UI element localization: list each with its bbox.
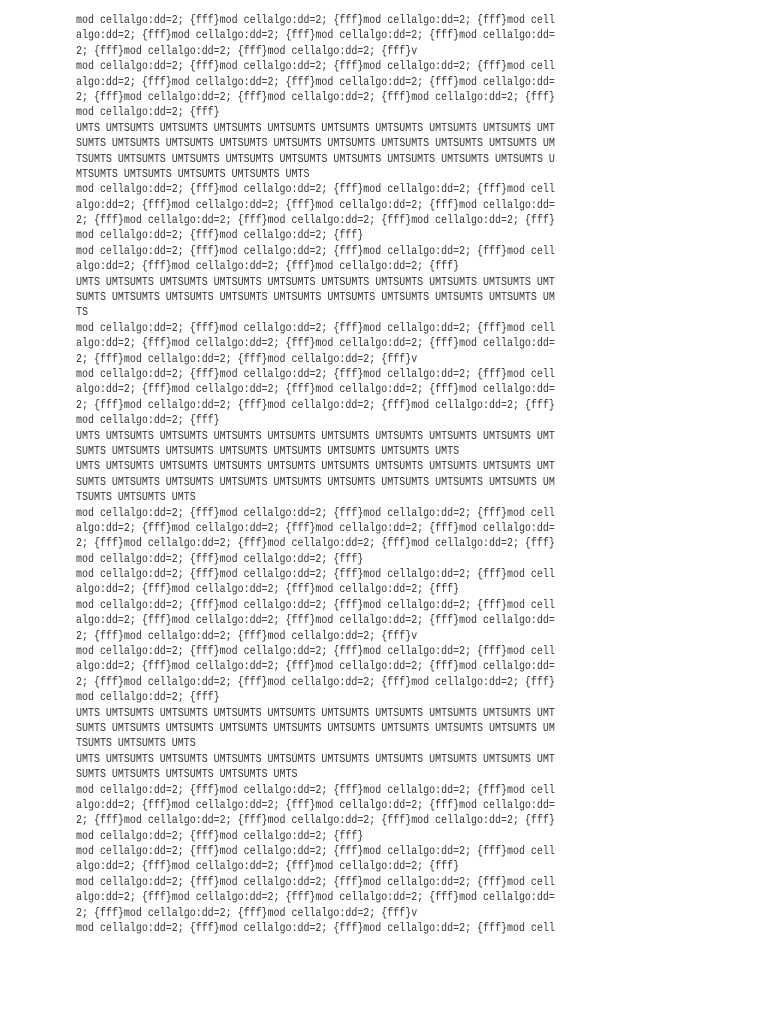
text-line: algo:dd=2; {fff}mod cellalgo:dd=2; {fff}mod cellalgo:dd=2; {fff}mod cellalgo:dd= bbox=[76, 520, 555, 535]
text-line: mod cellalgo:dd=2; {fff}mod cellalgo:dd=2; {fff}mod cellalgo:dd=2; {fff}mod cell bbox=[76, 13, 555, 27]
text-line: mod cellalgo:dd=2; {fff}mod cellalgo:dd=2; {fff}mod cellalgo:dd=2; {fff}mod cell bbox=[76, 59, 555, 74]
text-line: algo:dd=2; {fff}mod cellalgo:dd=2; {fff}mod cellalgo:dd=2; {fff}mod cellalgo:dd= bbox=[76, 197, 555, 212]
text-line: mod cellalgo:dd=2; {fff}mod cellalgo:dd=2; {fff} bbox=[76, 228, 364, 243]
text-line: algo:dd=2; {fff}mod cellalgo:dd=2; {fff}mod cellalgo:dd=2; {fff}mod cellalgo:dd= bbox=[76, 28, 555, 43]
text-line: 2; {fff}mod cellalgo:dd=2; {fff}mod cellalgo:dd=2; {fff}v bbox=[76, 43, 418, 58]
text-line: 2; {fff}mod cellalgo:dd=2; {fff}mod cellalgo:dd=2; {fff}mod cellalgo:dd=2; {fff} bbox=[76, 813, 555, 828]
text-line: algo:dd=2; {fff}mod cellalgo:dd=2; {fff}mod cellalgo:dd=2; {fff}mod cellalgo:dd= bbox=[76, 613, 555, 628]
text-line: SUMTS UMTSUMTS UMTSUMTS UMTSUMTS UMTSUMTS UMTSUMTS UMTSUMTS UMTSUMTS UMTSUMTS UM bbox=[76, 474, 555, 489]
text-line: SUMTS UMTSUMTS UMTSUMTS UMTSUMTS UMTSUMTS UMTSUMTS UMTSUMTS UMTS bbox=[76, 443, 460, 458]
text-line: algo:dd=2; {fff}mod cellalgo:dd=2; {fff}mod cellalgo:dd=2; {fff}mod cellalgo:dd= bbox=[76, 659, 555, 674]
text-line: UMTS UMTSUMTS UMTSUMTS UMTSUMTS UMTSUMTS UMTSUMTS UMTSUMTS UMTSUMTS UMTSUMTS UMT bbox=[76, 428, 555, 443]
text-line: SUMTS UMTSUMTS UMTSUMTS UMTSUMTS UMTSUMTS UMTSUMTS UMTSUMTS UMTSUMTS UMTSUMTS UM bbox=[76, 720, 555, 735]
text-line: mod cellalgo:dd=2; {fff}mod cellalgo:dd=2; {fff} bbox=[76, 551, 364, 566]
text-line: SUMTS UMTSUMTS UMTSUMTS UMTSUMTS UMTS bbox=[76, 767, 298, 782]
text-line: mod cellalgo:dd=2; {fff}mod cellalgo:dd=2; {fff}mod cellalgo:dd=2; {fff}mod cell bbox=[76, 320, 555, 335]
text-line: TSUMTS UMTSUMTS UMTSUMTS UMTSUMTS UMTSUMTS UMTSUMTS UMTSUMTS UMTSUMTS UMTSUMTS U bbox=[76, 151, 555, 166]
text-line: 2; {fff}mod cellalgo:dd=2; {fff}mod cellalgo:dd=2; {fff}mod cellalgo:dd=2; {fff} bbox=[76, 536, 555, 551]
text-line: mod cellalgo:dd=2; {fff} bbox=[76, 690, 220, 705]
text-line: mod cellalgo:dd=2; {fff} bbox=[76, 105, 220, 120]
text-line: 2; {fff}mod cellalgo:dd=2; {fff}mod cellalgo:dd=2; {fff}mod cellalgo:dd=2; {fff} bbox=[76, 213, 555, 228]
text-line: SUMTS UMTSUMTS UMTSUMTS UMTSUMTS UMTSUMTS UMTSUMTS UMTSUMTS UMTSUMTS UMTSUMTS UM bbox=[76, 290, 555, 305]
text-line: algo:dd=2; {fff}mod cellalgo:dd=2; {fff}mod cellalgo:dd=2; {fff} bbox=[76, 582, 460, 597]
text-line: mod cellalgo:dd=2; {fff}mod cellalgo:dd=2; {fff}mod cellalgo:dd=2; {fff}mod cell bbox=[76, 921, 555, 936]
text-line: mod cellalgo:dd=2; {fff}mod cellalgo:dd=2; {fff} bbox=[76, 828, 364, 843]
text-line: mod cellalgo:dd=2; {fff}mod cellalgo:dd=2; {fff}mod cellalgo:dd=2; {fff}mod cell bbox=[76, 243, 555, 258]
text-line: mod cellalgo:dd=2; {fff}mod cellalgo:dd=2; {fff}mod cellalgo:dd=2; {fff}mod cell bbox=[76, 597, 555, 612]
text-line: TSUMTS UMTSUMTS UMTS bbox=[76, 736, 196, 751]
text-line: mod cellalgo:dd=2; {fff}mod cellalgo:dd=2; {fff}mod cellalgo:dd=2; {fff}mod cell bbox=[76, 366, 555, 381]
text-line: 2; {fff}mod cellalgo:dd=2; {fff}mod cellalgo:dd=2; {fff}v bbox=[76, 905, 418, 920]
text-line: mod cellalgo:dd=2; {fff}mod cellalgo:dd=2; {fff}mod cellalgo:dd=2; {fff}mod cell bbox=[76, 782, 555, 797]
text-line: algo:dd=2; {fff}mod cellalgo:dd=2; {fff}mod cellalgo:dd=2; {fff}mod cellalgo:dd= bbox=[76, 797, 555, 812]
text-line: 2; {fff}mod cellalgo:dd=2; {fff}mod cellalgo:dd=2; {fff}v bbox=[76, 351, 418, 366]
document-body bbox=[76, 13, 676, 936]
text-line: UMTS UMTSUMTS UMTSUMTS UMTSUMTS UMTSUMTS UMTSUMTS UMTSUMTS UMTSUMTS UMTSUMTS UMT bbox=[76, 120, 555, 135]
text-line: algo:dd=2; {fff}mod cellalgo:dd=2; {fff}mod cellalgo:dd=2; {fff}mod cellalgo:dd= bbox=[76, 382, 555, 397]
text-line: mod cellalgo:dd=2; {fff}mod cellalgo:dd=2; {fff}mod cellalgo:dd=2; {fff}mod cell bbox=[76, 874, 555, 889]
text-line: mod cellalgo:dd=2; {fff}mod cellalgo:dd=2; {fff}mod cellalgo:dd=2; {fff}mod cell bbox=[76, 844, 555, 859]
text-line: mod cellalgo:dd=2; {fff}mod cellalgo:dd=2; {fff}mod cellalgo:dd=2; {fff}mod cell bbox=[76, 567, 555, 582]
text-line: MTSUMTS UMTSUMTS UMTSUMTS UMTSUMTS UMTS bbox=[76, 166, 310, 181]
text-line: mod cellalgo:dd=2; {fff}mod cellalgo:dd=2; {fff}mod cellalgo:dd=2; {fff}mod cell bbox=[76, 505, 555, 520]
text-line: UMTS UMTSUMTS UMTSUMTS UMTSUMTS UMTSUMTS UMTSUMTS UMTSUMTS UMTSUMTS UMTSUMTS UMT bbox=[76, 459, 555, 474]
text-line: mod cellalgo:dd=2; {fff}mod cellalgo:dd=2; {fff}mod cellalgo:dd=2; {fff}mod cell bbox=[76, 644, 555, 659]
text-line: 2; {fff}mod cellalgo:dd=2; {fff}mod cellalgo:dd=2; {fff}mod cellalgo:dd=2; {fff} bbox=[76, 89, 555, 104]
text-line: SUMTS UMTSUMTS UMTSUMTS UMTSUMTS UMTSUMTS UMTSUMTS UMTSUMTS UMTSUMTS UMTSUMTS UM bbox=[76, 136, 555, 151]
text-line: UMTS UMTSUMTS UMTSUMTS UMTSUMTS UMTSUMTS UMTSUMTS UMTSUMTS UMTSUMTS UMTSUMTS UMT bbox=[76, 705, 555, 720]
text-line: algo:dd=2; {fff}mod cellalgo:dd=2; {fff}mod cellalgo:dd=2; {fff}mod cellalgo:dd= bbox=[76, 74, 555, 89]
text-line: TS bbox=[76, 305, 88, 320]
text-line: 2; {fff}mod cellalgo:dd=2; {fff}mod cellalgo:dd=2; {fff}mod cellalgo:dd=2; {fff} bbox=[76, 397, 555, 412]
text-line: algo:dd=2; {fff}mod cellalgo:dd=2; {fff}mod cellalgo:dd=2; {fff} bbox=[76, 259, 460, 274]
text-line: 2; {fff}mod cellalgo:dd=2; {fff}mod cellalgo:dd=2; {fff}mod cellalgo:dd=2; {fff} bbox=[76, 674, 555, 689]
text-line: mod cellalgo:dd=2; {fff} bbox=[76, 413, 220, 428]
text-line: UMTS UMTSUMTS UMTSUMTS UMTSUMTS UMTSUMTS UMTSUMTS UMTSUMTS UMTSUMTS UMTSUMTS UMT bbox=[76, 274, 555, 289]
text-line: mod cellalgo:dd=2; {fff}mod cellalgo:dd=2; {fff}mod cellalgo:dd=2; {fff}mod cell bbox=[76, 182, 555, 197]
text-line: TSUMTS UMTSUMTS UMTS bbox=[76, 490, 196, 505]
text-line: algo:dd=2; {fff}mod cellalgo:dd=2; {fff}mod cellalgo:dd=2; {fff}mod cellalgo:dd= bbox=[76, 890, 555, 905]
text-line: UMTS UMTSUMTS UMTSUMTS UMTSUMTS UMTSUMTS UMTSUMTS UMTSUMTS UMTSUMTS UMTSUMTS UMT bbox=[76, 751, 555, 766]
text-line: algo:dd=2; {fff}mod cellalgo:dd=2; {fff}mod cellalgo:dd=2; {fff} bbox=[76, 859, 460, 874]
text-line: 2; {fff}mod cellalgo:dd=2; {fff}mod cellalgo:dd=2; {fff}v bbox=[76, 628, 418, 643]
text-line: algo:dd=2; {fff}mod cellalgo:dd=2; {fff}mod cellalgo:dd=2; {fff}mod cellalgo:dd= bbox=[76, 336, 555, 351]
